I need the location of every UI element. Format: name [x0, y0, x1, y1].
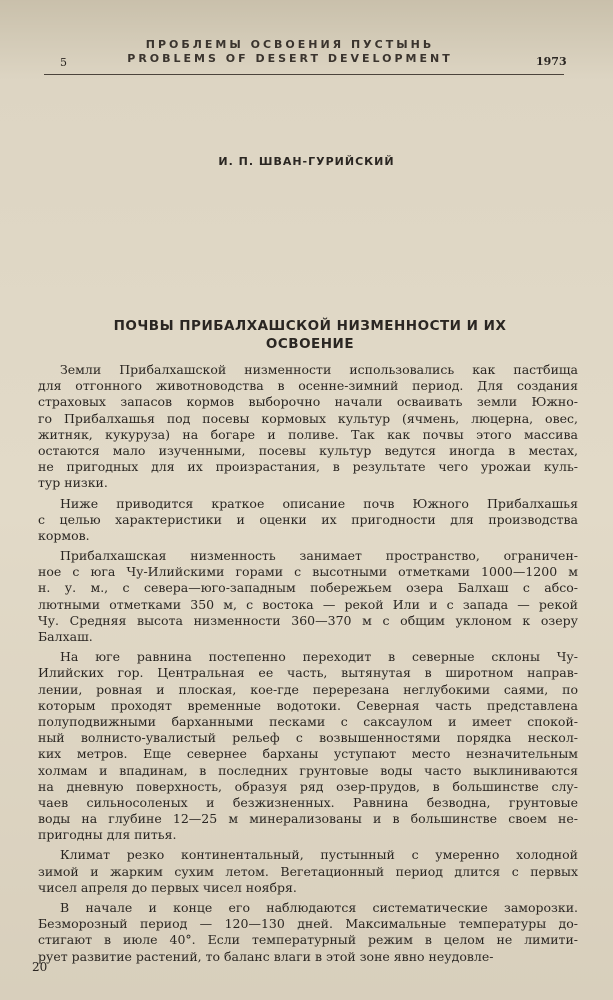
text-line: которым проходят временные водотоки. Северная часть представлена	[38, 697, 578, 713]
text-line: кормов.	[38, 527, 90, 543]
text-line: на дневную поверхность, образуя ряд озер-прудов, в большинстве слу-	[38, 778, 578, 794]
text-line: го Прибалхашья под посевы кормовых культур (ячмень, люцерна, овес,	[38, 410, 578, 426]
paragraph	[38, 496, 578, 545]
text-line: Илийских гор. Центральная ее часть, вытянутая в широтном направ-	[38, 665, 578, 681]
text-line: н. у. м., с севера—юго-западным побережьем озера Балхаш с абсо-	[38, 580, 578, 596]
text-line: холмам и впадинам, в последних грунтовые воды часто выклиниваются	[38, 762, 578, 778]
text-line: чаев сильносоленых и безжизненных. Равнина безводна, грунтовые	[38, 794, 578, 810]
text-line: Балхаш.	[38, 629, 93, 644]
article-body	[38, 362, 578, 969]
header-page-number: 5	[60, 56, 67, 69]
author-name: И. П. ШВАН-ГУРИЙСКИЙ	[218, 155, 395, 168]
text-line: страховых запасов кормов выборочно начали осваивать земли Южно-	[38, 394, 578, 410]
journal-title-ru: ПРОБЛЕМЫ ОСВОЕНИЯ ПУСТЫНЬ	[145, 38, 435, 51]
folio-page-number: 20	[32, 960, 48, 974]
paragraph	[38, 362, 578, 492]
article-title-line-1: ПОЧВЫ ПРИБАЛХАШСКОЙ НИЗМЕННОСТИ И ИХ	[113, 318, 507, 334]
text-line: лении, ровная и плоская, кое-где перерезана неглубокими саями, по	[38, 681, 578, 697]
text-line: не пригодных для их произрастания, в результате чего урожаи куль-	[38, 459, 578, 475]
text-line: стигают в июле 40°. Если температурный режим в целом не лимити-	[38, 932, 578, 948]
header-rule	[44, 74, 564, 75]
text-line: Ниже приводится краткое описание почв Южного Прибалхашья	[60, 495, 578, 511]
text-line: ное с юга Чу-Илийскими горами с высотными отметками 1000—1200 м	[38, 564, 578, 580]
text-line: чисел апреля до первых чисел ноября.	[38, 879, 297, 895]
text-line: Земли Прибалхашской низменности использовались как пастбища	[60, 362, 578, 377]
text-line: Безморозный период — 120—130 дней. Максимальные температуры до-	[38, 916, 578, 932]
paragraph	[38, 900, 578, 965]
text-line: В начале и конце его наблюдаются систематические заморозки.	[60, 900, 578, 915]
paragraph	[38, 548, 578, 645]
article-title-line-2: ОСВОЕНИЕ	[265, 336, 355, 352]
text-line: ный волнисто-увалистый рельеф с возвышенностями порядка нескол-	[38, 730, 578, 746]
text-line: житняк, кукуруза) на богаре и поливе. Так как почвы этого массива	[38, 426, 578, 442]
journal-title-en: PROBLEMS OF DESERT DEVELOPMENT	[127, 52, 453, 65]
text-line: ких метров. Еще севернее барханы уступают место незначительным	[38, 746, 578, 762]
text-line: пригодны для питья.	[38, 827, 177, 843]
text-line: зимой и жарким сухим летом. Вегетационный период длится с первых	[38, 863, 578, 879]
header-year: 1973	[536, 55, 567, 68]
text-line: для отгонного животноводства в осенне-зимний период. Для создания	[38, 378, 578, 394]
text-line: полуподвижными барханными песками с саксаулом и имеет спокой-	[38, 713, 578, 729]
text-line: остаются мало изученными, посевы культур ведутся иногда в местах,	[38, 442, 578, 458]
text-line: Прибалхашская низменность занимает пространство, ограничен-	[60, 548, 578, 564]
text-line: лютными отметками 350 м, с востока — рекой Или и с запада — рекой	[38, 596, 578, 612]
paragraph	[38, 649, 578, 843]
text-line: рует развитие растений, то баланс влаги в этой зоне явно неудовле-	[38, 948, 494, 964]
text-line: На юге равнина постепенно переходит в северные склоны Чу-	[60, 649, 578, 665]
text-line: воды на глубине 12—25 м минерализованы и в большинстве своем не-	[38, 811, 578, 827]
text-line: Климат резко континентальный, пустынный с умеренно холодной	[60, 847, 578, 863]
text-line: тур низки.	[38, 475, 108, 491]
text-line: Чу. Средняя высота низменности 360—370 м с общим уклоном к озеру	[38, 612, 578, 628]
paragraph	[38, 847, 578, 896]
text-line: с целью характеристики и оценки их пригодности для производства	[38, 511, 578, 527]
